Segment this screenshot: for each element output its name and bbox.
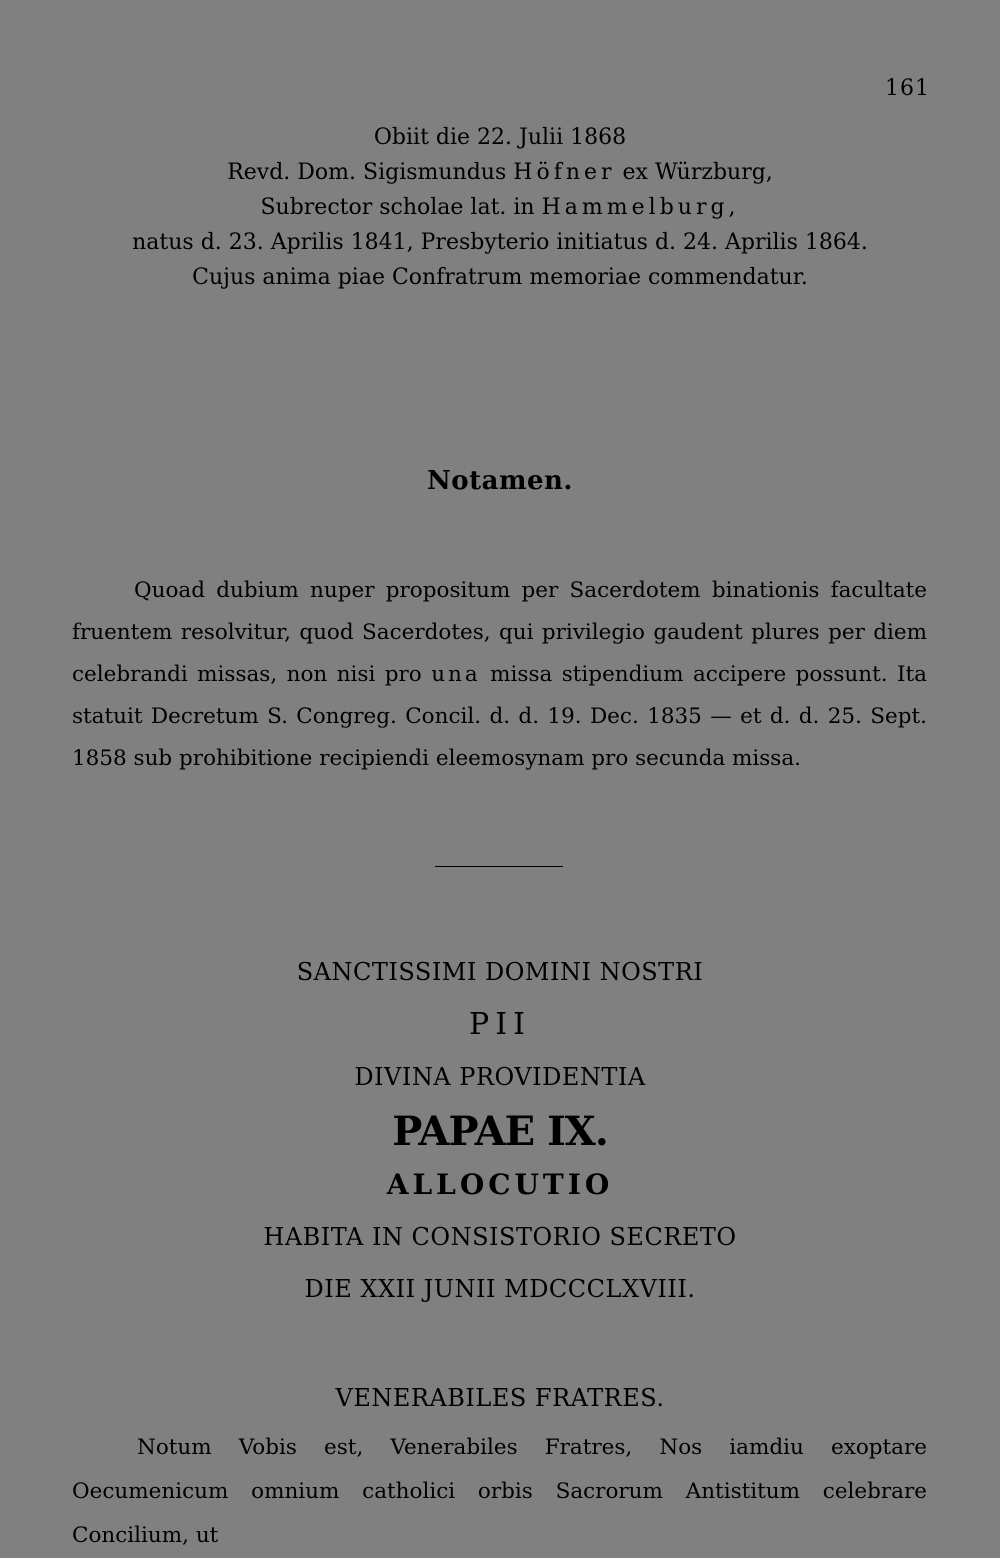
obit-name-prefix: Revd. Dom. Sigismundus	[227, 160, 514, 185]
obit-position: Subrector scholae lat. in	[260, 195, 542, 220]
allocution-heading	[70, 952, 930, 1309]
notamen-text-start: Quoad dubium nuper propositum per Sacerdotem binationis facultate fruentem resolvitur, quod Sacerdotes, qui privilegio gaudent plures per diem celebrandi missas, non nisi pro	[72, 578, 927, 687]
heading-sanctissimi: SANCTISSIMI DOMINI NOSTRI	[296, 958, 704, 986]
heading-allocutio: ALLOCUTIO	[386, 1168, 614, 1201]
notamen-paragraph	[72, 570, 927, 780]
obit-date-line: Obiit die 22. Julii 1868	[373, 125, 627, 150]
notamen-text-end: missa stipendium accipere possunt. Ita statuit Decretum S. Congreg. Concil. d. d. 19. Dec. 1835 — et d. d. 25. Sept. 1858 sub prohibitione recipiendi eleemosynam pro secunda missa.	[72, 662, 927, 771]
section-divider	[435, 866, 563, 867]
heading-papae: PAPAE IX.	[392, 1108, 608, 1155]
obit-closing-line: Cujus anima piae Confratrum memoriae commendatur.	[192, 265, 808, 290]
page-number: 161	[885, 76, 930, 101]
obit-surname: Höfner	[513, 160, 616, 185]
heading-consistory: HABITA IN CONSISTORIO SECRETO	[263, 1223, 737, 1251]
heading-date: DIE XXII JUNII MDCCCLXVIII.	[304, 1275, 696, 1303]
heading-pope-name: PII	[469, 1007, 531, 1042]
notamen-emphasis: una	[431, 662, 481, 687]
salutation: VENERABILES FRATRES.	[335, 1384, 665, 1412]
notamen-title: Notamen.	[427, 466, 573, 496]
allocutio-paragraph: Notum Vobis est, Venerabiles Fratres, Nos iamdiu exoptare Oecumenicum omnium catholici orbis Sacrorum Antistitum celebrare Concilium, ut	[72, 1435, 927, 1548]
heading-divina-providentia: DIVINA PROVIDENTIA	[354, 1063, 646, 1091]
obit-origin: ex Würzburg,	[615, 160, 773, 185]
obit-birth-line: natus d. 23. Aprilis 1841, Presbyterio initiatus d. 24. Aprilis 1864.	[132, 230, 868, 255]
obituary-notice	[70, 120, 930, 295]
obit-name-line	[70, 155, 930, 190]
obit-position-line	[70, 190, 930, 225]
obit-place: Hammelburg,	[541, 195, 740, 220]
